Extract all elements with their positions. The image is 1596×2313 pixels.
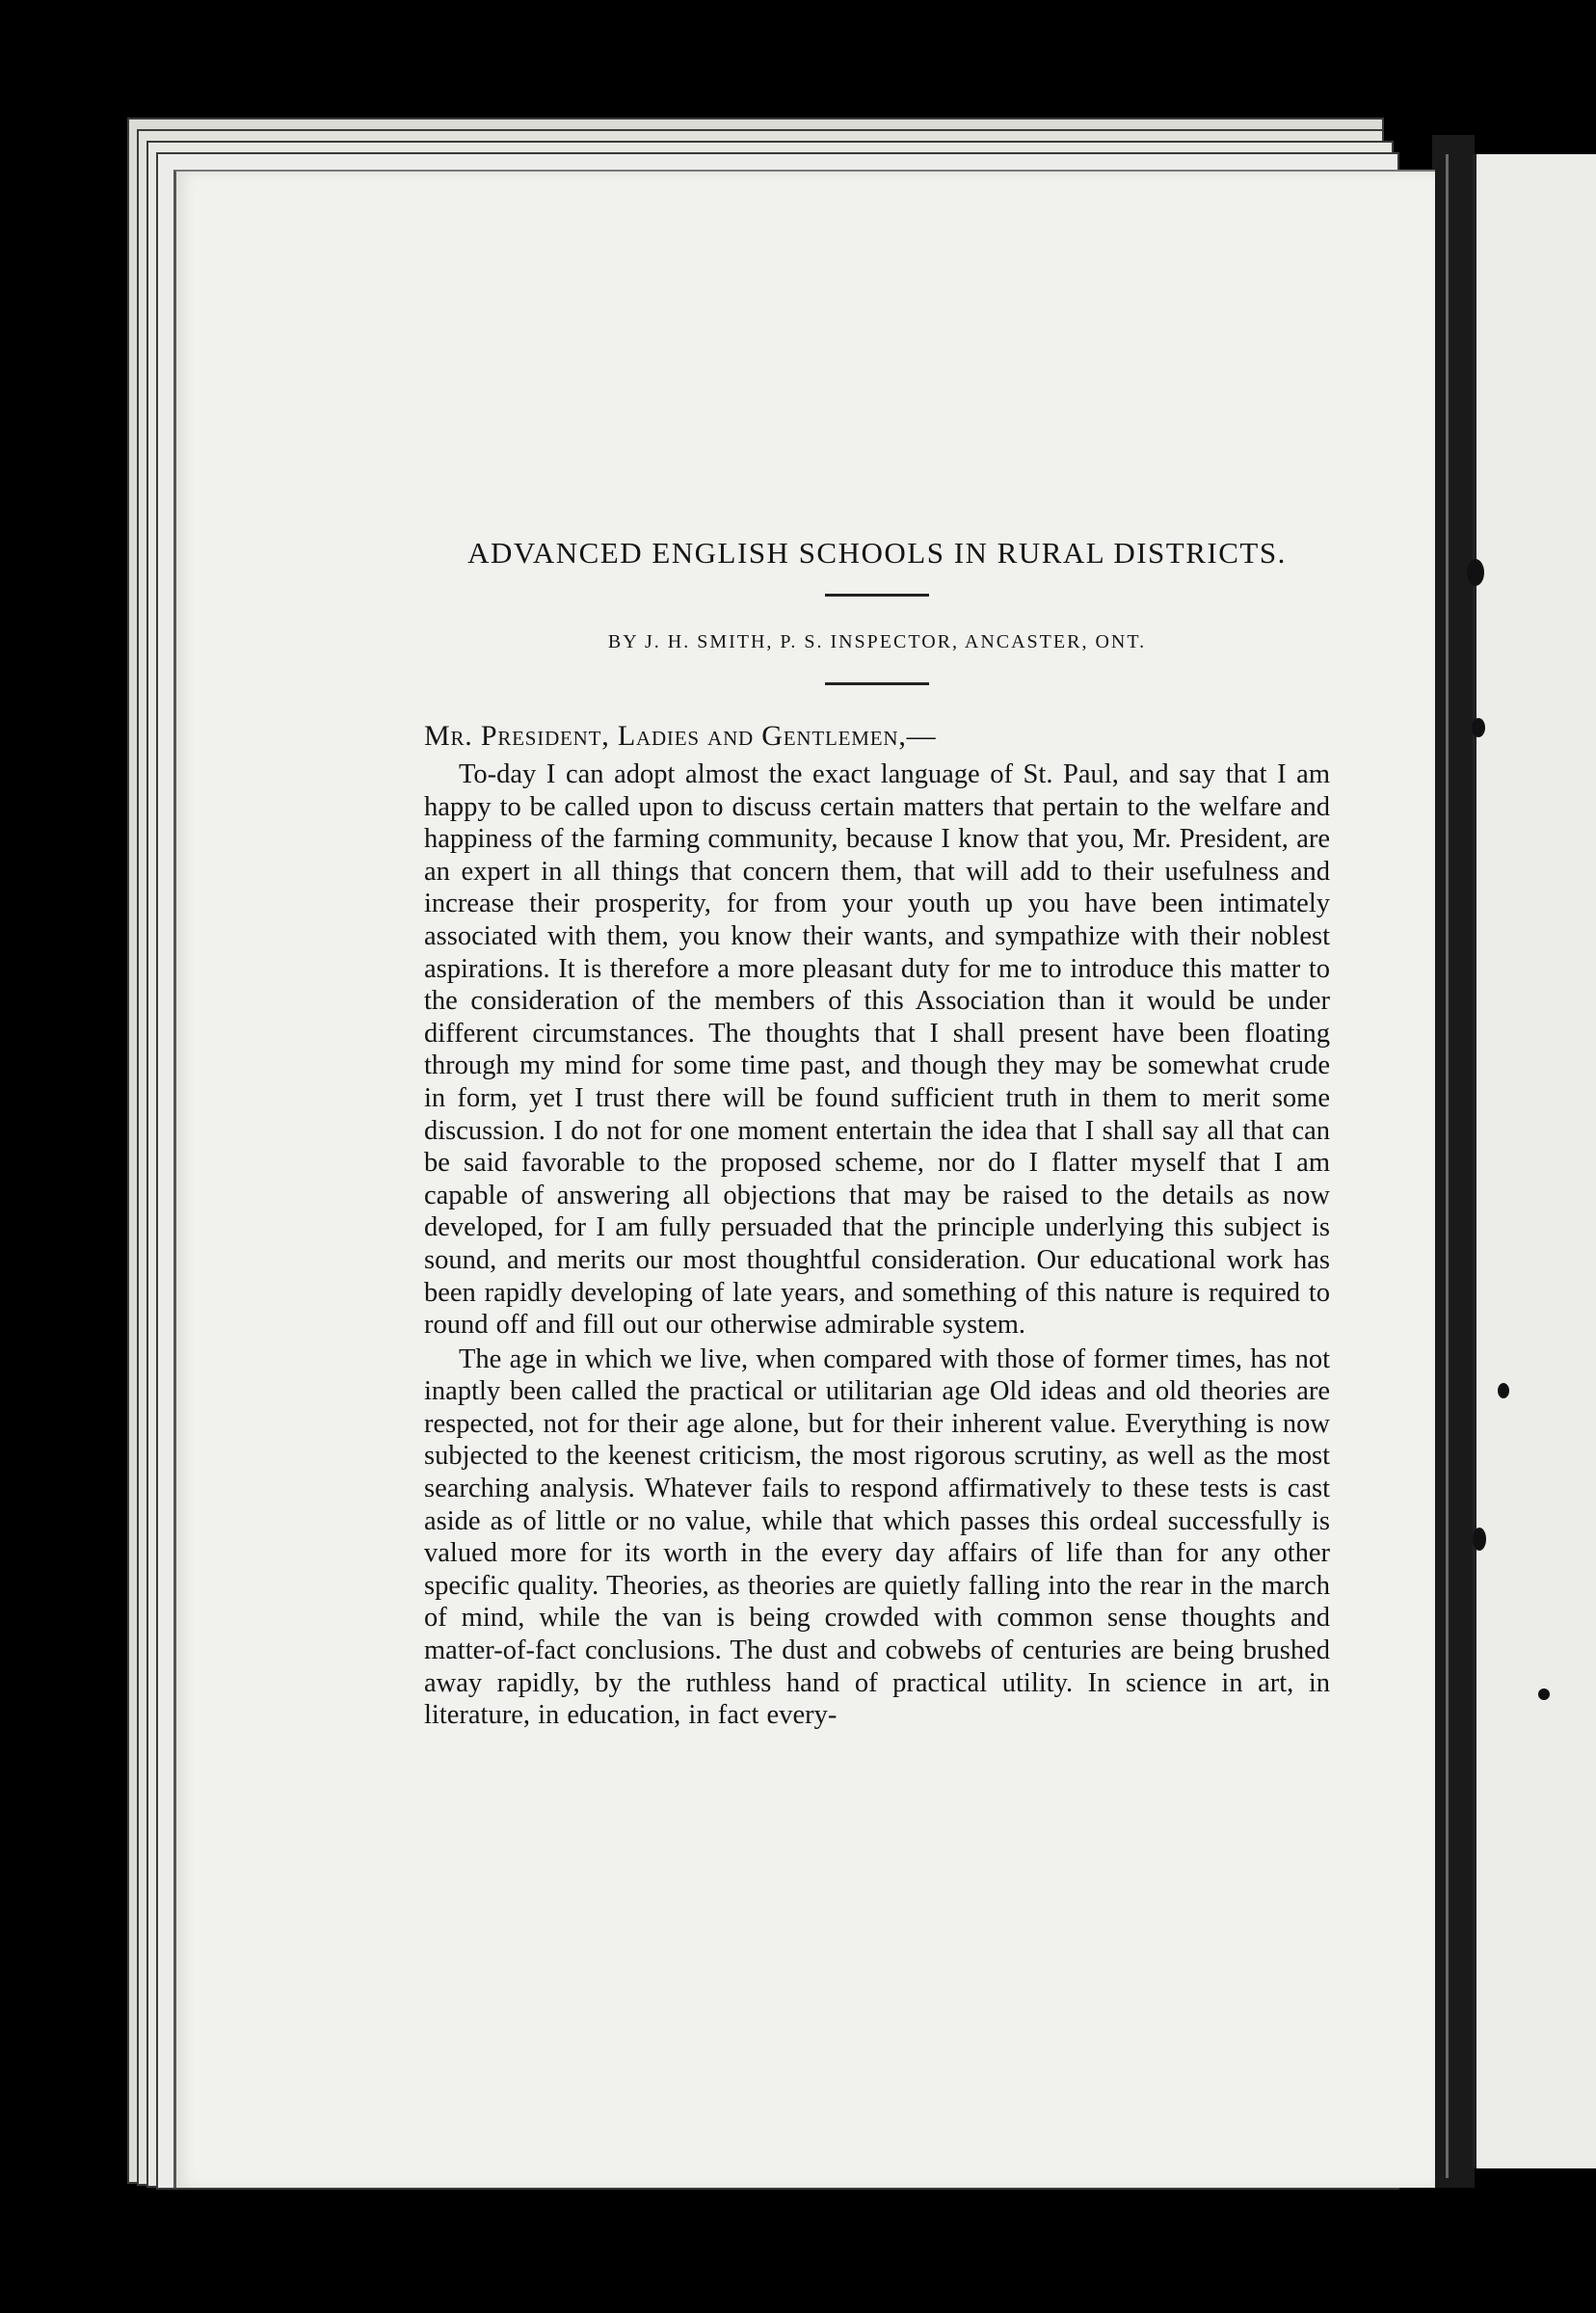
byline-rule: [825, 682, 929, 685]
author-byline: BY J. H. SMITH, P. S. INSPECTOR, ANCASTER, ONT.: [607, 631, 1147, 652]
article-title: ADVANCED ENGLISH SCHOOLS IN RURAL DISTRICTS.: [467, 536, 1287, 570]
book-gutter: [1432, 135, 1475, 2188]
ink-spot: [1473, 1528, 1486, 1551]
body-paragraph: To-day I can adopt almost the exact language of St. Paul, and say that I am happy to be called upon to discuss certain matters that pertain to the welfare and happiness of the farming community, because I know that you, Mr. President, are an expert in all things that concern them, that will add to their usefulness and increase their prosperity, for from your youth up you have been intimately associated with them, you know their wants, and sympathize with their noblest aspirations. It is therefore a more pleasant duty for me to introduce this matter to the consideration of the members of this Association than it would be under different circumstances. The thoughts that I shall present have been floating through my mind for some time past, and though they may be somewhat crude in form, yet I trust there will be found sufficient truth in them to merit some discussion. I do not for one moment entertain the idea that I shall say all that can be said favorable to the proposed scheme, nor do I flatter myself that I am capable of answering all objections that may be raised to the details as now developed, for I am fully persuaded that the principle underlying this subject is sound, and merits our most thoughtful consideration. Our educational work has been rapidly developing of late years, and something of this nature is required to round off and fill out our otherwise admirable system.: [424, 759, 1330, 1341]
page-content: [424, 535, 1330, 1732]
ink-spot: [1472, 718, 1485, 737]
body-paragraph: The age in which we live, when compared with those of former times, has not inaptly been called the practical or utilitarian age Old ideas and old theories are respected, not for their age alone, but for their inherent value. Everything is now subjected to the keenest criticism, the most rigorous scrutiny, as well as the most searching analysis. Whatever fails to respond affirmatively to these tests is cast aside as of little or no value, while that which passes this ordeal successfully is valued more for its worth in the every day affairs of life than for any other specific quality. Theories, as theories are quietly falling into the rear in the march of mind, while the van is being crowded with common sense thoughts and matter-of-fact conclusions. The dust and cobwebs of centuries are being brushed away rapidly, by the ruthless hand of practical utility. In science in art, in literature, in education, in fact every-: [424, 1343, 1330, 1731]
ink-spot: [1498, 1383, 1509, 1398]
adjacent-page: [1473, 154, 1596, 2168]
ink-spot: [1467, 559, 1484, 586]
ink-spot: [1538, 1688, 1550, 1700]
title-rule: [825, 594, 929, 597]
gutter-line: [1446, 154, 1449, 2178]
salutation: Mr. President, Ladies and Gentlemen,—: [424, 720, 937, 752]
